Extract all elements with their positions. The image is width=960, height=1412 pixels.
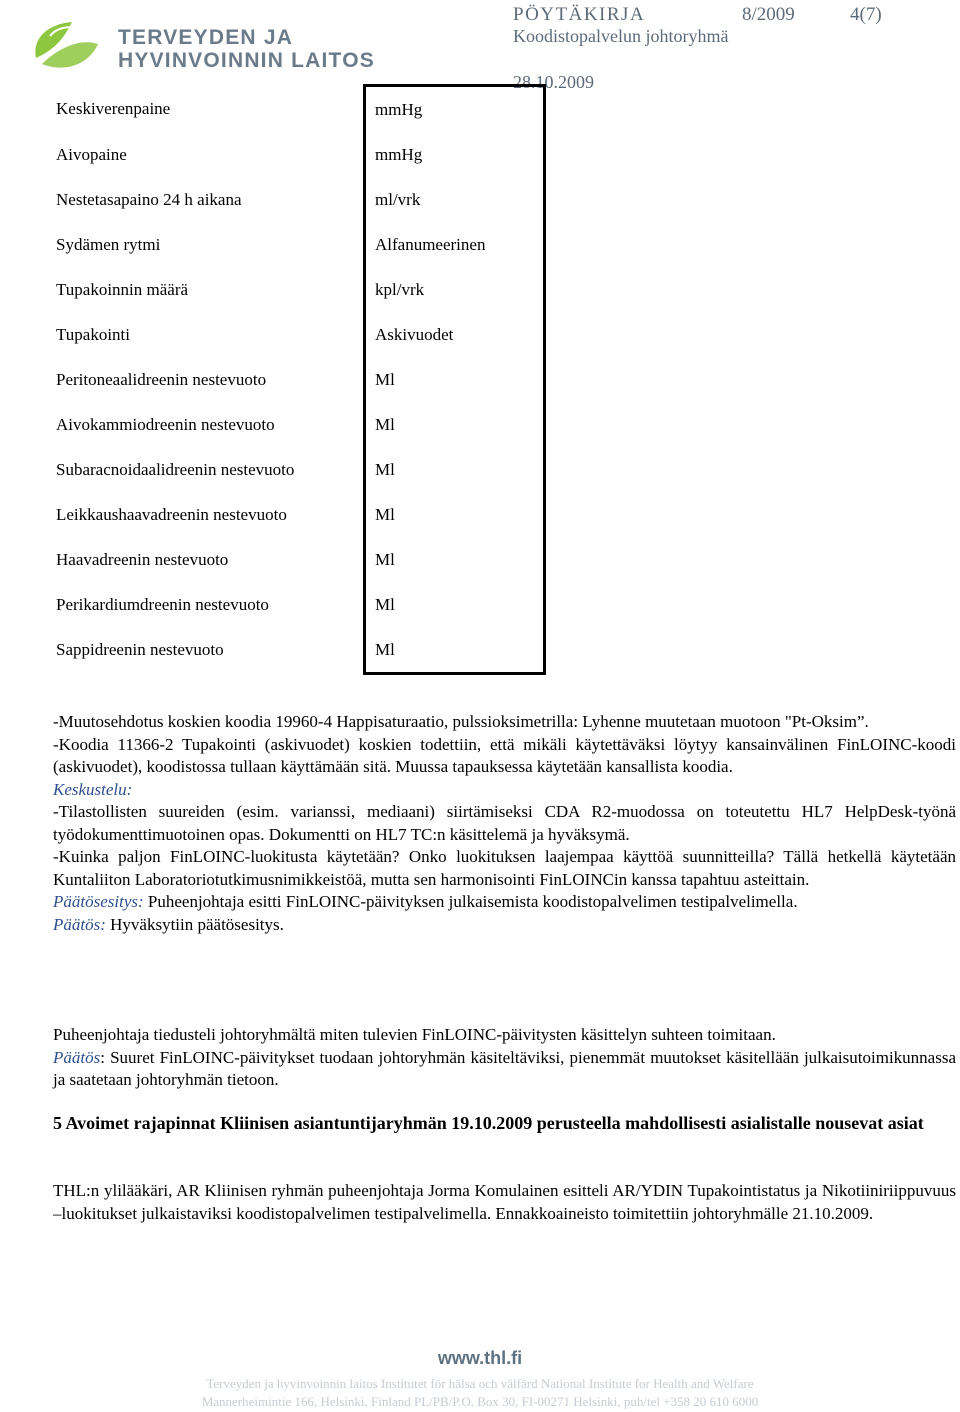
- measure-name: Aivokammiodreenin nestevuoto: [48, 402, 365, 447]
- paragraph-komulainen: THL:n ylilääkäri, AR Kliinisen ryhmän puheenjohtaja Jorma Komulainen esitteli AR/YDIN Tupakointistatus ja Nikotiiniriippuvuus –luokitukset julkaistaviksi koodistopalvelimen testipalvelimella. Ennakkoaineisto toimitettiin johtoryhmälle 21.10.2009.: [53, 1181, 956, 1223]
- measure-unit: Ml: [365, 627, 545, 674]
- paatos-text-1: Hyväksytiin päätösesitys.: [105, 914, 284, 934]
- paragraph-oksim: -Muutosehdotus koskien koodia 19960-4 Happisaturaatio, pulssioksimetrilla: Lyhenne muutetaan muotoon "Pt-Oksim”.: [53, 712, 869, 731]
- page-number: 4(7): [850, 4, 882, 25]
- doc-number: 8/2009: [742, 4, 795, 25]
- paatosesitys-text: Puheenjohtaja esitti FinLOINC-päivityksen julkaisemista koodistopalvelimen testipalvelimella.: [143, 892, 798, 911]
- doc-type: PÖYTÄKIRJA: [513, 4, 646, 25]
- paatosesitys-line: [53, 891, 956, 914]
- measure-name: Nestetasapaino 24 h aikana: [48, 177, 365, 222]
- paatos-line-2: [53, 1047, 956, 1092]
- table-row: [48, 357, 545, 402]
- table-row: [48, 447, 545, 492]
- section-5-body: [53, 1180, 956, 1225]
- measure-unit: Ml: [365, 582, 545, 627]
- measure-unit: Ml: [365, 447, 545, 492]
- paatos-label-1: Päätös:: [53, 914, 106, 934]
- measure-unit: Ml: [365, 357, 545, 402]
- measure-unit: mmHg: [365, 86, 545, 133]
- keskustelu-label: Keskustelu:: [53, 779, 133, 799]
- table-row: [48, 312, 545, 357]
- paatos-line-1: [53, 914, 956, 937]
- footer-website: www.thl.fi: [437, 1348, 523, 1368]
- table-row: [48, 627, 545, 674]
- measure-unit: ml/vrk: [365, 177, 545, 222]
- measure-name: Sydämen rytmi: [48, 222, 365, 267]
- measure-name: Sappidreenin nestevuoto: [48, 627, 365, 674]
- measure-name: Tupakoinnin määrä: [48, 267, 365, 312]
- measure-name: Leikkaushaavadreenin nestevuoto: [48, 492, 365, 537]
- measure-name: Tupakointi: [48, 312, 365, 357]
- paragraph-tilastolliset: -Tilastollisten suureiden (esim. varianssi, mediaani) siirtämiseksi CDA R2-muodossa on toteutettu HL7 HelpDesk-työnä työdokumenttimuotoinen opas. Dokumentti on HL7 TC:n käsittelemä ja hyväksymä.: [53, 802, 956, 844]
- measure-name: Keskiverenpaine: [48, 86, 365, 133]
- measure-unit: Askivuodet: [365, 312, 545, 357]
- measure-name: Haavadreenin nestevuoto: [48, 537, 365, 582]
- meeting-date: 28.10.2009: [513, 72, 594, 92]
- footer-institute-names: Terveyden ja hyvinvoinnin laitos Institutet för hälsa och välfärd National Institute for Health and Welfare: [206, 1376, 754, 1391]
- measure-name: Perikardiumdreenin nestevuoto: [48, 582, 365, 627]
- paatosesitys-label: Päätösesitys:: [53, 892, 144, 911]
- paragraph-tupakointi: -Koodia 11366-2 Tupakointi (askivuodet) koskien todettiin, että mikäli käytettäväksi löytyy kansainvälinen FinLOINC-koodi (askivuodet), koodistossa tullaan käyttämään sitä. Muussa tapauksessa käytetään kansallista koodia.: [53, 734, 956, 776]
- logo-line-1: TERVEYDEN JA: [118, 26, 294, 49]
- measure-unit: Alfanumeerinen: [365, 222, 545, 267]
- measure-unit: mmHg: [365, 132, 545, 177]
- paragraph-finloinc-usage: -Kuinka paljon FinLOINC-luokitusta käytetään? Onko luokituksen laajempaa käyttöä suunnitteilla? Tällä hetkellä käytetään Kuntaliiton Laboratoriotutkimusnimikkeistöä, mutta sen harmonisointi FinLOINCin kanssa tapahtuu asteittain.: [53, 847, 956, 889]
- measure-name: Peritoneaalidreenin nestevuoto: [48, 357, 365, 402]
- table-row: [48, 177, 545, 222]
- table-row: [48, 86, 545, 133]
- footer-address: Mannerheimintie 166, Helsinki, Finland PL/PB/P.O. Box 30, FI-00271 Helsinki, puh/tel +358 20 610 6000: [201, 1394, 759, 1409]
- discussion-section: [53, 711, 956, 936]
- units-table: [48, 84, 546, 675]
- table-row: [48, 222, 545, 267]
- committee-name: Koodistopalvelun johtoryhmä: [513, 26, 729, 46]
- table-row: [48, 492, 545, 537]
- table-row: [48, 132, 545, 177]
- section-5-heading: 5 Avoimet rajapinnat Kliinisen asiantuntijaryhmän 19.10.2009 perusteella mahdollisesti asialistalle nousevat asiat: [53, 1113, 924, 1133]
- paatos-text-2: : Suuret FinLOINC-päivitykset tuodaan johtoryhmän käsiteltäviksi, pienemmät muutokset käsitellään julkaisutoimikunnassa ja saatetaan johtoryhmän tietoon.: [53, 1047, 956, 1089]
- table-row: [48, 402, 545, 447]
- thl-leaf-icon: [28, 18, 108, 80]
- measure-unit: Ml: [365, 492, 545, 537]
- logo-wordmark: [118, 26, 375, 72]
- table-row: [48, 537, 545, 582]
- logo-line-2: HYVINVOINNIN LAITOS: [118, 49, 375, 72]
- measure-name: Subaracnoidaalidreenin nestevuoto: [48, 447, 365, 492]
- table-row: [48, 582, 545, 627]
- paatos-label-2: Päätös: [53, 1047, 101, 1067]
- table-row: [48, 267, 545, 312]
- measure-unit: Ml: [365, 537, 545, 582]
- paragraph-inquiry: Puheenjohtaja tiedusteli johtoryhmältä miten tulevien FinLOINC-päivitysten käsittelyn suhteen toimitaan.: [53, 1025, 776, 1044]
- update-section: [53, 1024, 956, 1092]
- measure-unit: kpl/vrk: [365, 267, 545, 312]
- measure-unit: Ml: [365, 402, 545, 447]
- measure-name: Aivopaine: [48, 132, 365, 177]
